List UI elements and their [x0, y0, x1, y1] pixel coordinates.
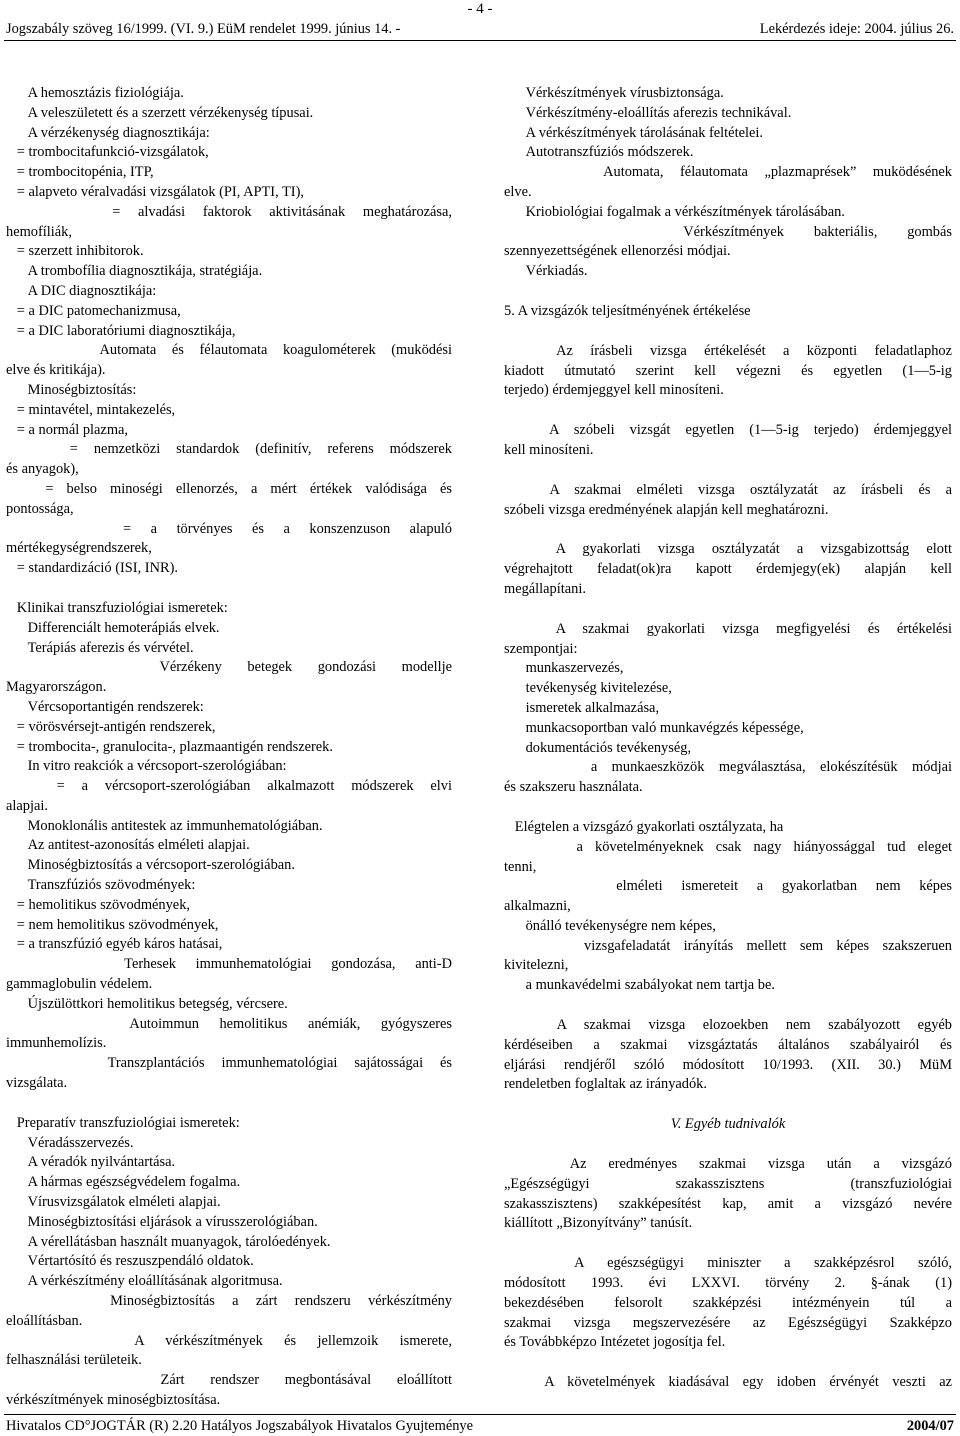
text-line: = szerzett inhibitorok.: [6, 243, 144, 260]
text-line: Vérzékeny betegek gondozási modellje: [6, 659, 452, 676]
text-line: A szóbeli vizsgát egyetlen (1—5-ig terjedo) érdemjeggyel: [504, 422, 952, 439]
text-line: Transzplantációs immunhematológiai sajátosságai és: [6, 1055, 452, 1072]
text-line: Minoségbiztosítási eljárások a vírusszerológiában.: [6, 1213, 318, 1230]
text-line: módosított 1993. évi LXXVI. törvény 2. §-ának (1): [504, 1275, 952, 1292]
text-line: Transzfúziós szövodmények:: [6, 877, 196, 894]
text-line: Automata és félautomata koagulométerek (muködési: [6, 342, 452, 359]
text-line: mértékegységrendszerek,: [6, 540, 152, 557]
text-line: A szakmai gyakorlati vizsga megfigyelési és értékelési: [504, 620, 953, 637]
text-line: = a transzfúzió egyéb káros hatásai,: [6, 936, 223, 953]
text-line: szakmai vizsga megszervezésére az Egészségügyi Szakképzo: [504, 1314, 952, 1331]
text-line: megállapítani.: [504, 580, 586, 597]
text-line: = mintavétel, mintakezelés,: [6, 401, 176, 418]
text-line: szennyezettségének ellenorzési módjai.: [504, 243, 731, 260]
text-line: A vérkészítmények tárolásának feltételei.: [504, 124, 763, 141]
text-line: A egészségügyi miniszter a szakképzésrol szóló,: [504, 1255, 953, 1272]
text-line: = nemzetközi standardok (definitív, referens módszerek: [6, 441, 453, 458]
text-line: kiadott útmutató szerint kell végezni és egyetlen (1—5-ig: [504, 362, 952, 379]
text-line: A követelmények kiadásával egy idoben érvényét veszti az: [504, 1374, 953, 1391]
text-line: és szakszeru használata.: [504, 779, 643, 796]
text-line: A hármas egészségvédelem fogalma.: [6, 1174, 241, 1191]
text-line: Preparatív transzfuziológiai ismeretek:: [6, 1114, 240, 1131]
text-line: = vörösvérsejt-antigén rendszerek,: [6, 718, 216, 735]
text-line: A vérellátásban használt muanyagok, tárolóedények.: [6, 1233, 331, 1250]
text-line: pontossága,: [6, 500, 74, 517]
text-line: a munkavédelmi szabályokat nem tartja be.: [504, 977, 775, 994]
left-column: [6, 84, 452, 1411]
text-line: Elégtelen a vizsgázó gyakorlati osztályzata, ha: [504, 818, 784, 835]
text-line: Autotranszfúziós módszerek.: [504, 144, 694, 161]
text-line: A szakmai elméleti vizsga osztályzatát az írásbeli és a: [504, 481, 952, 498]
text-line: Az írásbeli vizsga értékelését a központi feladatlaphoz: [504, 342, 952, 359]
text-line: A gyakorlati vizsga osztályzatát a vizsgabizottság elott: [504, 541, 952, 558]
text-line: elve és kritikája).: [6, 362, 106, 379]
text-line: vizsgafeladatát irányítás mellett sem képes szakszeruen: [504, 937, 952, 954]
text-line: = alapveto véralvadási vizsgálatok (PI, APTI, TI),: [6, 183, 304, 200]
text-line: „Egészségügyi szakasszisztens (transzfuziológiai: [504, 1175, 952, 1192]
text-line: Terhesek immunhematológiai gondozása, anti-D: [6, 956, 452, 973]
text-line: gammaglobulin védelem.: [6, 976, 153, 993]
text-line: Vérkészítmény-eloállítás aferezis technikával.: [504, 104, 792, 121]
text-line: vérkészítmények minoségbiztosítása.: [6, 1392, 221, 1408]
text-line: Magyarországon.: [6, 679, 107, 696]
text-line: 5. A vizsgázók teljesítményének értékelése: [504, 302, 751, 319]
text-line: szempontjai:: [504, 640, 578, 657]
footer-edition: 2004/07: [906, 1418, 954, 1434]
page-footer: [6, 1417, 954, 1435]
text-line: eloállításban.: [6, 1312, 83, 1329]
text-line: = a DIC laboratóriumi diagnosztikája,: [6, 322, 236, 339]
text-line: terjedo) érdemjeggyel kell minosíteni.: [504, 382, 724, 399]
text-line: V. Egyéb tudnivalók: [670, 1116, 786, 1133]
text-line: A szakmai vizsga elozoekben nem szabályozott egyéb: [504, 1017, 952, 1034]
text-line: Monoklonális antitestek az immunhematológiában.: [6, 817, 323, 834]
text-line: kivitelezni,: [504, 957, 569, 974]
text-line: A véradók nyilvántartása.: [6, 1154, 176, 1171]
text-line: alapjai.: [6, 797, 48, 814]
text-line: elméleti ismereteit a gyakorlatban nem képes: [504, 878, 952, 895]
text-line: bekezdésében felsorolt szakképzési intézményein túl a: [504, 1294, 952, 1311]
text-line: szóbeli vizsga eredményének alapján kell meghatározni.: [504, 501, 829, 518]
text-line: A trombofília diagnosztikája, stratégiája.: [6, 263, 263, 280]
text-line: Zárt rendszer megbontásával eloállított: [6, 1372, 452, 1389]
header-rule: [4, 40, 956, 41]
text-line: Újszülöttkori hemolitikus betegség, vércsere.: [6, 995, 288, 1012]
text-line: tenni,: [504, 858, 537, 875]
text-line: kiállított „Bizonyítvány” tanúsít.: [504, 1215, 693, 1232]
text-line: A vérkészítmények és jellemzoik ismerete,: [6, 1332, 452, 1349]
text-line: elve.: [504, 183, 532, 200]
header-document-info: Jogszabály szöveg 16/1999. (VI. 9.) EüM rendelet 1999. június 14. -: [6, 21, 401, 37]
text-line: A vérzékenység diagnosztikája:: [6, 124, 210, 141]
text-line: szakasszisztens) szakképesítést kap, amit a vizsgázó nevére: [504, 1195, 952, 1212]
text-line: A veleszületett és a szerzett vérzékenység típusai.: [6, 104, 314, 121]
text-line: Vértartósító és reszuszpendáló oldatok.: [6, 1253, 254, 1270]
text-line: A DIC diagnosztikája:: [6, 282, 157, 299]
text-line: munkaszervezés,: [504, 660, 624, 677]
text-line: hemofíliák,: [6, 223, 72, 240]
text-line: önálló tevékenységre nem képes,: [504, 917, 716, 934]
text-line: = hemolitikus szövodmények,: [6, 896, 190, 913]
text-line: = trombocitopénia, ITP,: [6, 164, 154, 181]
text-line: = a normál plazma,: [6, 421, 129, 438]
text-line: munkacsoportban való munkavégzés képessége,: [504, 719, 804, 736]
text-line: a követelményeknek csak nagy hiányossággal tud eleget: [504, 838, 952, 855]
footer-publisher: Hivatalos CD°JOGTÁR (R) 2.20 Hatályos Jogszabályok Hivatalos Gyujteménye: [6, 1418, 473, 1434]
text-line: = a törvényes és a konszenzuson alapuló: [6, 520, 452, 537]
text-line: Kriobiológiai fogalmak a vérkészítmények tárolásában.: [504, 203, 845, 220]
text-line: eljárási rendjéről szóló módosított 10/1993. (XII. 30.) MüM: [504, 1056, 952, 1073]
text-line: In vitro reakciók a vércsoport-szerológiában:: [6, 758, 287, 775]
text-line: immunhemolízis.: [6, 1035, 107, 1052]
text-line: Az eredményes szakmai vizsga után a vizsgázó: [504, 1156, 953, 1173]
footer-rule: [4, 1414, 956, 1415]
text-line: a munkaeszközök megválasztása, elokészítésük módjai: [504, 759, 952, 776]
page-number: - 4 -: [467, 1, 493, 17]
text-line: és anyagok),: [6, 461, 79, 478]
header-query-date: Lekérdezés ideje: 2004. július 26.: [759, 21, 954, 37]
text-line: rendeletben foglaltak az irányadók.: [504, 1076, 707, 1093]
text-line: és Továbbképzo Intézetet jogosítja fel.: [504, 1334, 726, 1351]
text-line: = belso minoségi ellenorzés, a mért értékek valódisága és: [6, 480, 452, 497]
text-line: = standardizáció (ISI, INR).: [6, 560, 178, 577]
text-line: Az antitest-azonosítás elméleti alapjai.: [6, 837, 250, 854]
text-line: Vérkészítmények vírusbiztonsága.: [504, 85, 724, 101]
text-line: Minoségbiztosítás:: [6, 381, 137, 398]
text-line: = alvadási faktorok aktivitásának meghatározása,: [6, 203, 453, 220]
text-line: vizsgálata.: [6, 1075, 68, 1092]
text-line: dokumentációs tevékenység,: [504, 739, 692, 756]
text-line: Vérkészítmények bakteriális, gombás: [504, 223, 952, 240]
text-line: Klinikai transzfuziológiai ismeretek:: [6, 599, 228, 616]
text-line: = trombocitafunkció-vizsgálatok,: [6, 144, 209, 161]
text-line: Vérkiadás.: [504, 263, 588, 280]
text-line: = nem hemolitikus szövodmények,: [6, 916, 219, 933]
right-column: [504, 84, 952, 1393]
text-line: Autoimmun hemolitikus anémiák, gyógyszeres: [6, 1015, 452, 1032]
text-line: A hemosztázis fiziológiája.: [6, 85, 184, 101]
text-line: = trombocita-, granulocita-, plazmaantigén rendszerek.: [6, 738, 333, 755]
text-line: kérdéseiben a szakmai vizsgáztatás általános szabályairól és: [504, 1036, 952, 1053]
text-line: Automata, félautomata „plazmaprések” muködésének: [504, 164, 952, 181]
text-line: Véradásszervezés.: [6, 1134, 134, 1151]
text-line: = a vércsoport-szerológiában alkalmazott módszerek elvi: [6, 778, 452, 795]
page-header: [6, 20, 954, 39]
text-line: Terápiás aferezis és vérvétel.: [6, 639, 194, 656]
text-line: felhasználási területeik.: [6, 1352, 142, 1369]
text-line: = a DIC patomechanizmusa,: [6, 302, 181, 319]
text-line: tevékenység kivitelezése,: [504, 680, 672, 697]
text-line: A vérkészítmény eloállításának algoritmusa.: [6, 1273, 283, 1290]
text-line: kell minosíteni.: [504, 441, 594, 458]
text-line: Minoségbiztosítás a vércsoport-szerológiában.: [6, 857, 295, 874]
text-line: Minoségbiztosítás a zárt rendszeru vérkészítmény: [6, 1293, 452, 1310]
text-line: alkalmazni,: [504, 898, 571, 915]
text-line: Vércsoportantigén rendszerek:: [6, 698, 204, 715]
text-line: Differenciált hemoterápiás elvek.: [6, 619, 220, 636]
text-line: ismeretek alkalmazása,: [504, 699, 660, 716]
text-line: Vírusvizsgálatok elméleti alapjai.: [6, 1194, 221, 1211]
text-line: végrehajtott feladat(ok)ra kapott érdemjegy(ek) alapján kell: [504, 561, 952, 578]
